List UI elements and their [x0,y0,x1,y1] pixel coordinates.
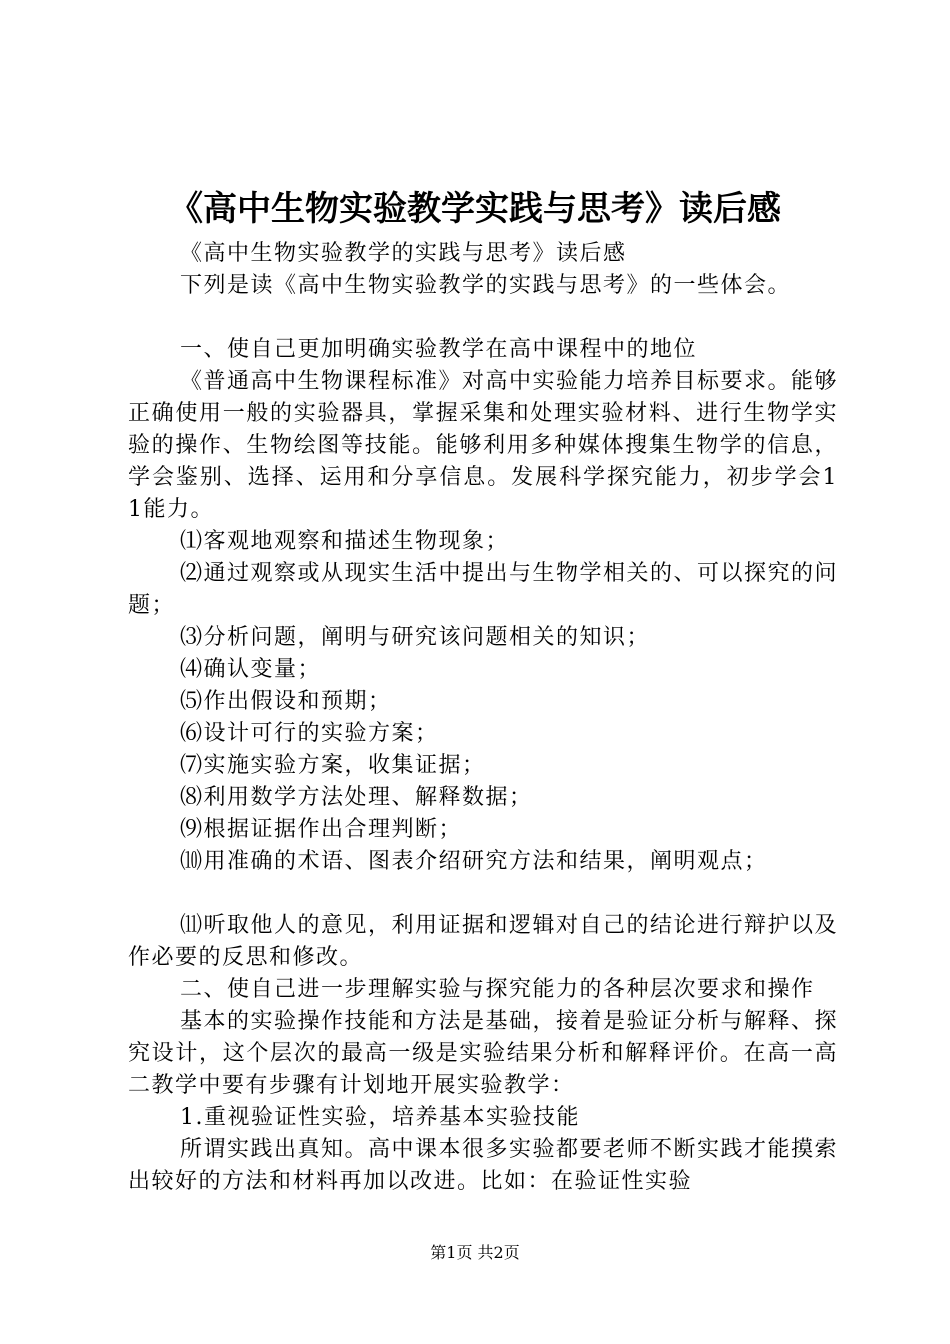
list-item: ⑶分析问题，阐明与研究该问题相关的知识； [180,625,651,650]
page-footer: 第1页 共2页 [430,1243,520,1262]
list-item: ⑹设计可行的实验方案； [180,721,439,746]
list-item: ⑽用准确的术语、图表介绍研究方法和结果，阐明观点； [180,849,768,874]
paragraph-subtitle: 《高中生物实验教学的实践与思考》读后感 [180,241,627,266]
paragraph-practice: 所谓实践出真知。高中课本很多实验都要老师不断实践才能摸索出较好的方法和材料再加以改进。比如：在验证性实验 [128,1137,839,1194]
document-title: 《高中生物实验教学实践与思考》读后感 [169,189,781,229]
list-item: ⑵通过观察或从现实生活中提出与生物学相关的、可以探究的问题； [128,561,839,618]
list-item: ⑻利用数学方法处理、解释数据； [180,785,533,810]
blank-line [128,302,838,334]
list-item: ⑺实施实验方案，收集证据； [180,753,486,778]
list-item: ⑷确认变量； [180,657,322,682]
section-heading-1: 一、使自己更加明确实验教学在高中课程中的地位 [180,337,698,362]
list-item: ⑸作出假设和预期； [180,689,392,714]
list-item: ⑾听取他人的意见，利用证据和逻辑对自己的结论进行辩护以及作必要的反思和修改。 [128,913,839,970]
paragraph-intro: 下列是读《高中生物实验教学的实践与思考》的一些体会。 [180,273,792,298]
subsection-heading-1: 1.重视验证性实验，培养基本实验技能 [180,1105,580,1130]
list-item: ⑼根据证据作出合理判断； [180,817,463,842]
list-item: ⑴客观地观察和描述生物现象； [180,529,510,554]
document-body [128,238,838,1198]
paragraph-standards: 《普通高中生物课程标准》对高中实验能力培养目标要求。能够正确使用一般的实验器具，掌握采集和处理实验材料、进行生物学实验的操作、生物绘图等技能。能够利用多种媒体搜集生物学的信息，学会鉴别、选择、运用和分享信息。发展科学探究能力，初步学会11能力。 [128,369,839,522]
blank-line [128,878,838,910]
section-heading-2: 二、使自己进一步理解实验与探究能力的各种层次要求和操作 [180,977,815,1002]
paragraph-levels: 基本的实验操作技能和方法是基础，接着是验证分析与解释、探究设计，这个层次的最高一级是实验结果分析和解释评价。在高一高二教学中要有步骤有计划地开展实验教学： [128,1009,839,1098]
